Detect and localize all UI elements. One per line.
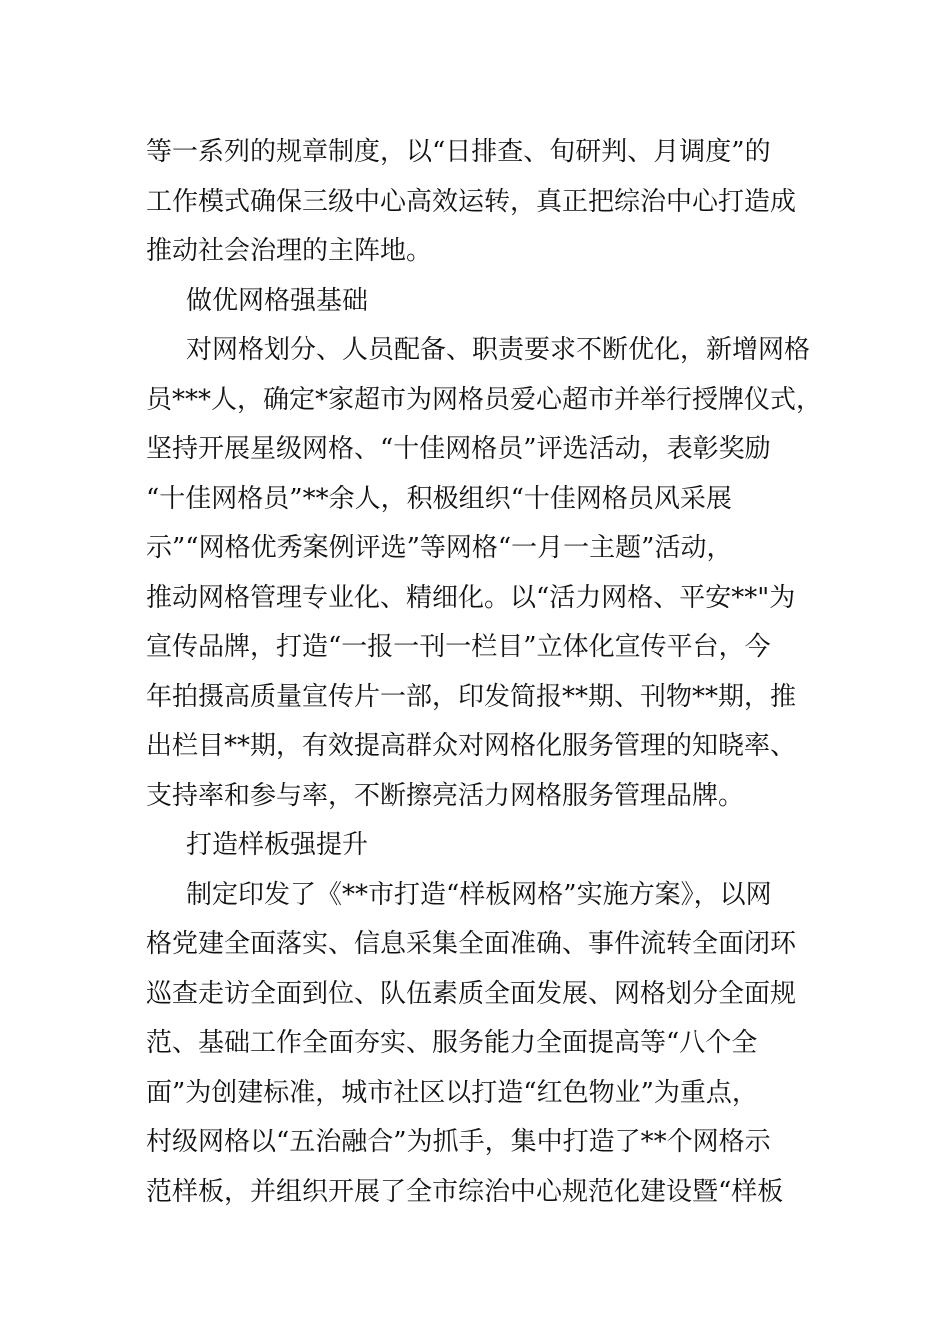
text-line: 村级网格以“五治融合”为抓手，集中打造了**个网格示 xyxy=(146,1127,771,1157)
paragraph-first-line: 对网格划分、人员配备、职责要求不断优化，新增网格 xyxy=(186,335,811,365)
text-line: 年拍摄高质量宣传片一部，印发简报**期、刊物**期，推 xyxy=(146,681,797,712)
text-line: 范样板，并组织开展了全市综治中心规范化建设暨“样板 xyxy=(146,1176,784,1207)
text-line: 推动网格管理专业化、精细化。以“活力网格、平安**"为 xyxy=(146,582,796,613)
text-line: 巡查走访全面到位、队伍素质全面发展、网格划分全面规 xyxy=(146,978,797,1009)
text-line: 宣传品牌，打造“一报一刊一栏目”立体化宣传平台，今 xyxy=(146,632,771,662)
text-line: 工作模式确保三级中心高效运转，真正把综治中心打造成 xyxy=(146,186,797,217)
text-line: 格党建全面落实、信息采集全面准确、事件流转全面闭环 xyxy=(146,929,797,959)
text-line: 推动社会治理的主阵地。 xyxy=(146,236,433,266)
text-line: 坚持开展星级网格、“十佳网格员”评选活动，表彰奖励 xyxy=(146,434,771,464)
text-line: 出栏目**期，有效提高群众对网格化服务管理的知晓率、 xyxy=(146,731,797,761)
text-line: 范、基础工作全面夯实、服务能力全面提高等“八个全 xyxy=(146,1028,758,1058)
text-line: 等一系列的规章制度，以“日排查、旬研判、月调度”的 xyxy=(146,137,771,167)
section-heading: 打造样板强提升 xyxy=(186,830,369,860)
text-line: 面”为创建标准，城市社区以打造“红色物业”为重点， xyxy=(146,1077,758,1108)
text-line: 员***人，确定*家超市为网格员爱心超市并举行授牌仪式， xyxy=(146,384,823,415)
document-body xyxy=(146,128,823,1217)
paragraph-first-line: 制定印发了《**市打造“样板网格”实施方案》，以网 xyxy=(186,879,772,910)
text-line: “十佳网格员”**余人，积极组织“十佳网格员风采展 xyxy=(146,483,732,514)
section-heading: 做优网格强基础 xyxy=(186,285,369,316)
text-line: 示”“网格优秀案例评选”等网格“一月一主题”活动， xyxy=(146,533,733,563)
text-line: 支持率和参与率，不断擦亮活力网格服务管理品牌。 xyxy=(146,780,745,811)
